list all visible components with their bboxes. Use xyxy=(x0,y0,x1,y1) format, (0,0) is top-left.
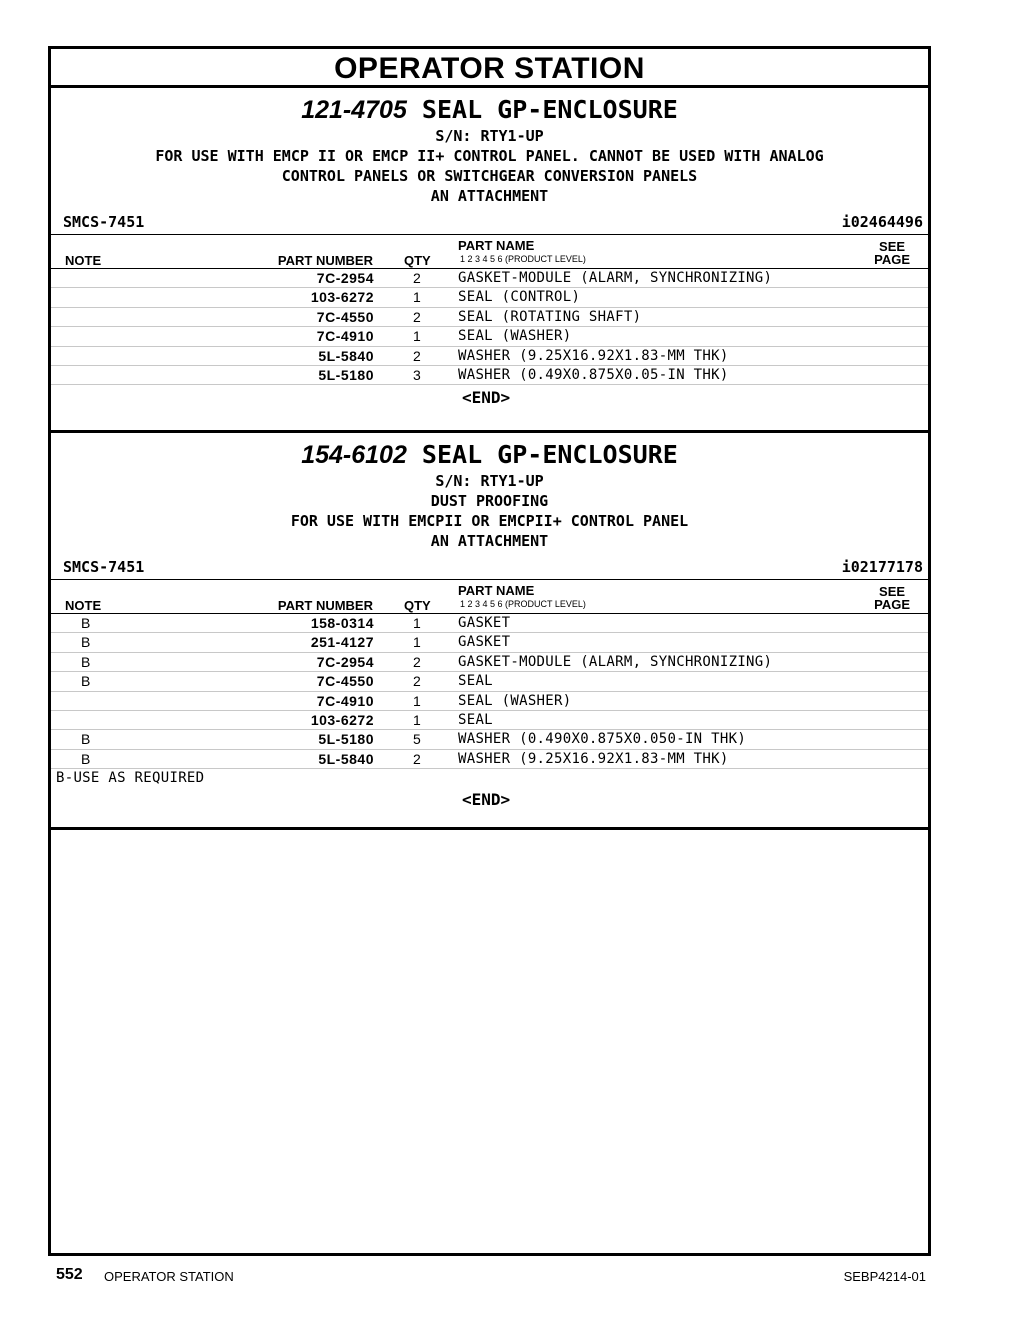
row-part-number: 7C-2954 xyxy=(316,270,374,286)
row-qty: 2 xyxy=(413,270,421,286)
col-part-name: PART NAME xyxy=(458,583,535,598)
table-row xyxy=(51,614,928,633)
kit-line: AN ATTACHMENT xyxy=(430,187,549,205)
row-part-name: SEAL (WASHER) xyxy=(458,692,572,709)
row-part-name: SEAL (ROTATING SHAFT) xyxy=(458,308,642,325)
kit-line: DUST PROOFING xyxy=(430,492,549,510)
col-note: NOTE xyxy=(65,253,102,268)
row-part-name: WASHER (0.490X0.875X0.050-IN THK) xyxy=(458,731,747,748)
row-qty: 1 xyxy=(413,711,421,728)
kit-line: S/N: RTY1-UP xyxy=(435,472,544,490)
row-part-number: 251-4127 xyxy=(310,634,374,651)
row-note: B xyxy=(81,615,91,631)
table-row xyxy=(51,633,928,652)
kit-line: FOR USE WITH EMCP II OR EMCP II+ CONTROL PANEL. CANNOT BE USED WITH ANALOG xyxy=(155,147,824,165)
row-part-number: 7C-2954 xyxy=(316,653,374,670)
row-qty: 5 xyxy=(413,731,421,748)
col-part-name: PART NAME xyxy=(458,238,535,253)
illustration-id: i02177178 xyxy=(841,558,923,576)
kit-title xyxy=(51,88,928,126)
footer-section: OPERATOR STATION xyxy=(104,1269,234,1284)
smcs-row xyxy=(51,557,928,579)
kit-title xyxy=(51,433,928,471)
see-label: SEE xyxy=(879,584,906,599)
row-qty: 1 xyxy=(413,692,421,709)
table-row xyxy=(51,327,928,346)
row-part-number: 158-0314 xyxy=(310,615,374,631)
row-part-name: WASHER (9.25X16.92X1.83-MM THK) xyxy=(458,750,729,767)
table-row xyxy=(51,711,928,730)
row-note: B xyxy=(81,731,91,748)
table-row xyxy=(51,269,928,288)
row-qty: 2 xyxy=(413,653,421,670)
row-note: B xyxy=(81,750,91,767)
row-qty: 2 xyxy=(413,347,421,364)
end-marker xyxy=(51,385,928,411)
row-qty: 1 xyxy=(413,289,421,306)
page-footer xyxy=(56,1266,926,1286)
kit-line: AN ATTACHMENT xyxy=(430,532,549,550)
row-part-name: GASKET-MODULE (ALARM, SYNCHRONIZING) xyxy=(458,270,773,286)
page-title: OPERATOR STATION xyxy=(51,49,928,88)
row-qty: 3 xyxy=(413,366,421,383)
row-qty: 2 xyxy=(413,750,421,767)
row-part-name: SEAL xyxy=(458,711,493,728)
row-part-number: 5L-5840 xyxy=(318,347,374,364)
see-label: SEE xyxy=(879,239,906,254)
row-part-number: 5L-5840 xyxy=(318,750,374,767)
col-product-levels: 1 2 3 4 5 6 (PRODUCT LEVEL) xyxy=(460,599,586,609)
row-note: B xyxy=(81,653,91,670)
row-part-number: 5L-5180 xyxy=(318,731,374,748)
end-marker xyxy=(51,787,928,813)
col-qty: QTY xyxy=(404,253,431,268)
end-text: <END> xyxy=(462,388,511,408)
row-part-name: GASKET-MODULE (ALARM, SYNCHRONIZING) xyxy=(458,653,773,670)
col-part-number: PART NUMBER xyxy=(277,253,373,268)
table-header xyxy=(51,234,928,269)
footnote: B-USE AS REQUIRED xyxy=(56,770,205,787)
kit-line: CONTROL PANELS OR SWITCHGEAR CONVERSION PANELS xyxy=(281,167,698,185)
table-row xyxy=(51,672,928,691)
row-part-number: 7C-4910 xyxy=(316,328,374,345)
row-part-number: 103-6272 xyxy=(310,289,374,306)
table-row xyxy=(51,347,928,366)
table-row xyxy=(51,366,928,385)
row-part-name: SEAL xyxy=(458,673,493,690)
table-row xyxy=(51,750,928,769)
end-text: <END> xyxy=(462,790,511,810)
col-qty: QTY xyxy=(404,598,431,613)
col-product-levels: 1 2 3 4 5 6 (PRODUCT LEVEL) xyxy=(460,254,586,264)
table-header xyxy=(51,579,928,614)
table-row xyxy=(51,288,928,307)
row-note: B xyxy=(81,634,91,651)
kit-name: SEAL GP-ENCLOSURE xyxy=(421,440,678,469)
col-see-page xyxy=(874,240,910,266)
row-part-name: SEAL (WASHER) xyxy=(458,328,572,345)
row-qty: 2 xyxy=(413,308,421,325)
kit-part-number: 154-6102 xyxy=(301,441,407,469)
kit-name: SEAL GP-ENCLOSURE xyxy=(421,95,678,124)
row-note: B xyxy=(81,673,91,690)
row-part-number: 7C-4550 xyxy=(316,673,374,690)
page-label: PAGE xyxy=(874,597,910,612)
table-row xyxy=(51,308,928,327)
kit-section-2 xyxy=(51,433,928,830)
kit-header xyxy=(51,433,928,551)
row-part-name: WASHER (0.49X0.875X0.05-IN THK) xyxy=(458,366,729,383)
page-number: 552 xyxy=(56,1266,83,1283)
col-part-number: PART NUMBER xyxy=(277,598,373,613)
kit-line: FOR USE WITH EMCPII OR EMCPII+ CONTROL PANEL xyxy=(290,512,689,530)
row-part-number: 7C-4550 xyxy=(316,308,374,325)
row-part-number: 103-6272 xyxy=(310,711,374,728)
kit-line: S/N: RTY1-UP xyxy=(435,127,544,145)
col-note: NOTE xyxy=(65,598,102,613)
page-frame xyxy=(48,46,931,1256)
col-see-page xyxy=(874,585,910,611)
row-part-number: 7C-4910 xyxy=(316,692,374,709)
row-part-name: GASKET xyxy=(458,634,511,651)
row-qty: 2 xyxy=(413,673,421,690)
page-label: PAGE xyxy=(874,252,910,267)
smcs-code: SMCS-7451 xyxy=(63,558,145,576)
table-row xyxy=(51,692,928,711)
smcs-code: SMCS-7451 xyxy=(63,213,145,231)
row-qty: 1 xyxy=(413,328,421,345)
row-qty: 1 xyxy=(413,615,421,631)
kit-header xyxy=(51,88,928,206)
kit-part-number: 121-4705 xyxy=(301,96,407,124)
illustration-id: i02464496 xyxy=(841,213,923,231)
kit-section-1 xyxy=(51,88,928,433)
row-qty: 1 xyxy=(413,634,421,651)
smcs-row xyxy=(51,212,928,234)
table-row xyxy=(51,653,928,672)
document-id: SEBP4214-01 xyxy=(843,1269,926,1284)
table-row xyxy=(51,730,928,749)
row-part-number: 5L-5180 xyxy=(318,366,374,383)
row-part-name: SEAL (CONTROL) xyxy=(458,289,581,306)
row-part-name: WASHER (9.25X16.92X1.83-MM THK) xyxy=(458,347,729,364)
row-part-name: GASKET xyxy=(458,615,511,631)
